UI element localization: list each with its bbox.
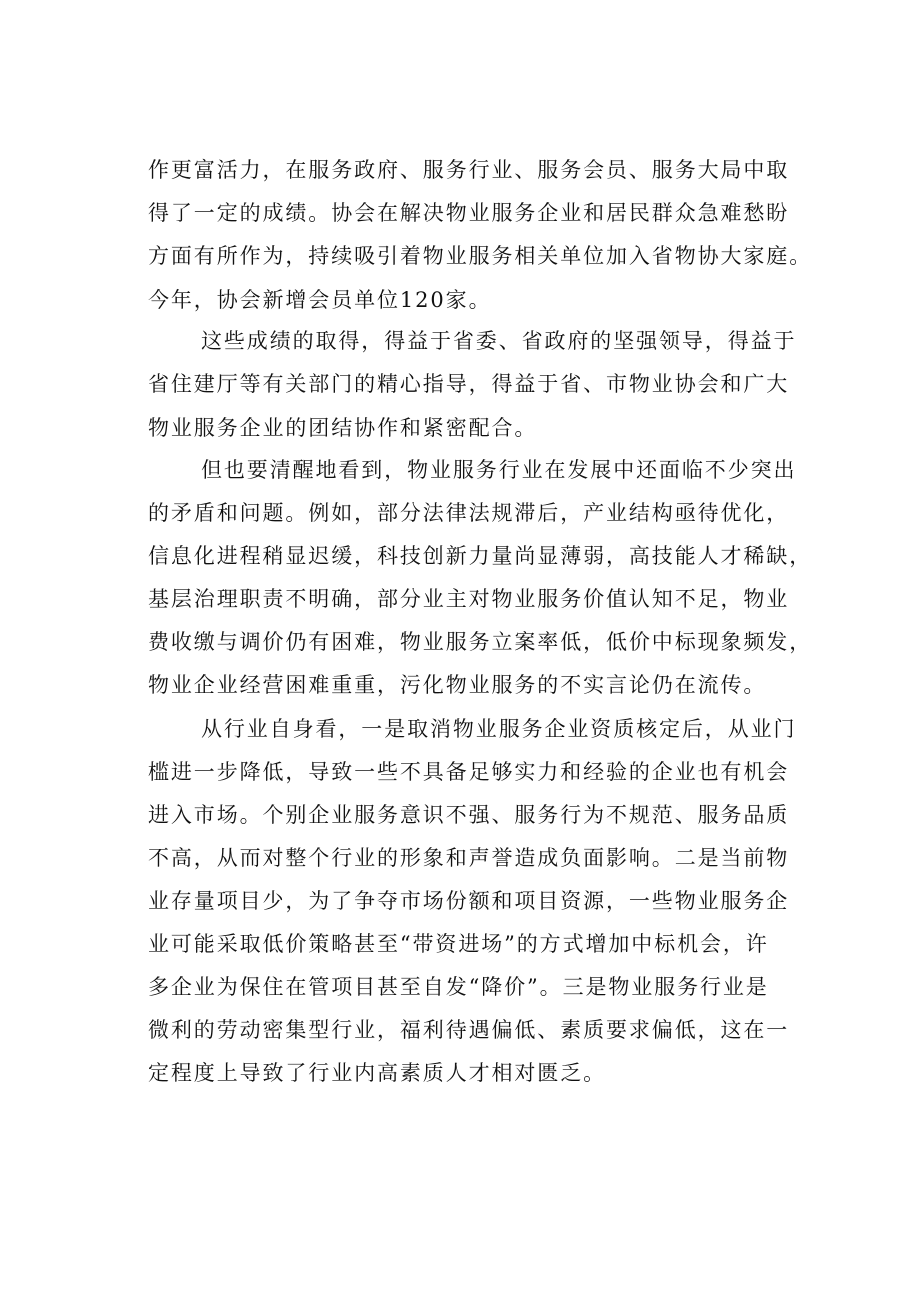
text-line: 定程度上导致了行业内高素质人才相对匮乏。 bbox=[148, 1061, 606, 1085]
text-line: 作更富活力，在服务政府、服务行业、服务会员、服务大局中取 bbox=[148, 158, 790, 182]
text-line: 物业服务企业的团结协作和紧密配合。 bbox=[148, 416, 538, 440]
text-line: 业存量项目少，为了争夺市场份额和项目资源，一些物业服务企 bbox=[148, 889, 790, 913]
text-line: 从行业自身看，一是取消物业服务企业资质核定后，从业门 bbox=[201, 717, 797, 741]
text-line: 方面有所作为，持续吸引着物业服务相关单位加入省物协大家庭。 bbox=[148, 244, 813, 268]
text-line: 多企业为保住在管项目甚至自发“降价”。三是物业服务行业是 bbox=[148, 975, 769, 999]
text-line: 基层治理职责不明确，部分业主对物业服务价值认知不足，物业 bbox=[148, 587, 790, 611]
text-line: 今年，协会新增会员单位120家。 bbox=[148, 288, 492, 312]
text-line: 省住建厅等有关部门的精心指导，得益于省、市物业协会和广大 bbox=[148, 372, 790, 396]
text-line: 槛进一步降低，导致一些不具备足够实力和经验的企业也有机会 bbox=[148, 760, 790, 784]
text-line: 业可能采取低价策略甚至“带资进场”的方式增加中标机会，许 bbox=[148, 932, 769, 956]
text-line: 费收缴与调价仍有困难，物业服务立案率低，低价中标现象频发， bbox=[148, 630, 813, 654]
text-line: 的矛盾和问题。例如，部分法律法规滞后，产业结构亟待优化， bbox=[148, 501, 790, 525]
text-line: 这些成绩的取得，得益于省委、省政府的坚强领导，得益于 bbox=[201, 329, 797, 353]
text-line: 得了一定的成绩。协会在解决物业服务企业和居民群众急难愁盼 bbox=[148, 201, 790, 225]
text-line: 进入市场。个别企业服务意识不强、服务行为不规范、服务品质 bbox=[148, 803, 790, 827]
text-line: 信息化进程稍显迟缓，科技创新力量尚显薄弱，高技能人才稀缺， bbox=[148, 544, 813, 568]
text-line: 不高，从而对整个行业的形象和声誉造成负面影响。二是当前物 bbox=[148, 846, 790, 870]
text-line: 但也要清醒地看到，物业服务行业在发展中还面临不少突出 bbox=[201, 458, 797, 482]
text-line: 物业企业经营困难重重，污化物业服务的不实言论仍在流传。 bbox=[148, 673, 767, 697]
text-line: 微利的劳动密集型行业，福利待遇偏低、素质要求偏低，这在一 bbox=[148, 1018, 790, 1042]
